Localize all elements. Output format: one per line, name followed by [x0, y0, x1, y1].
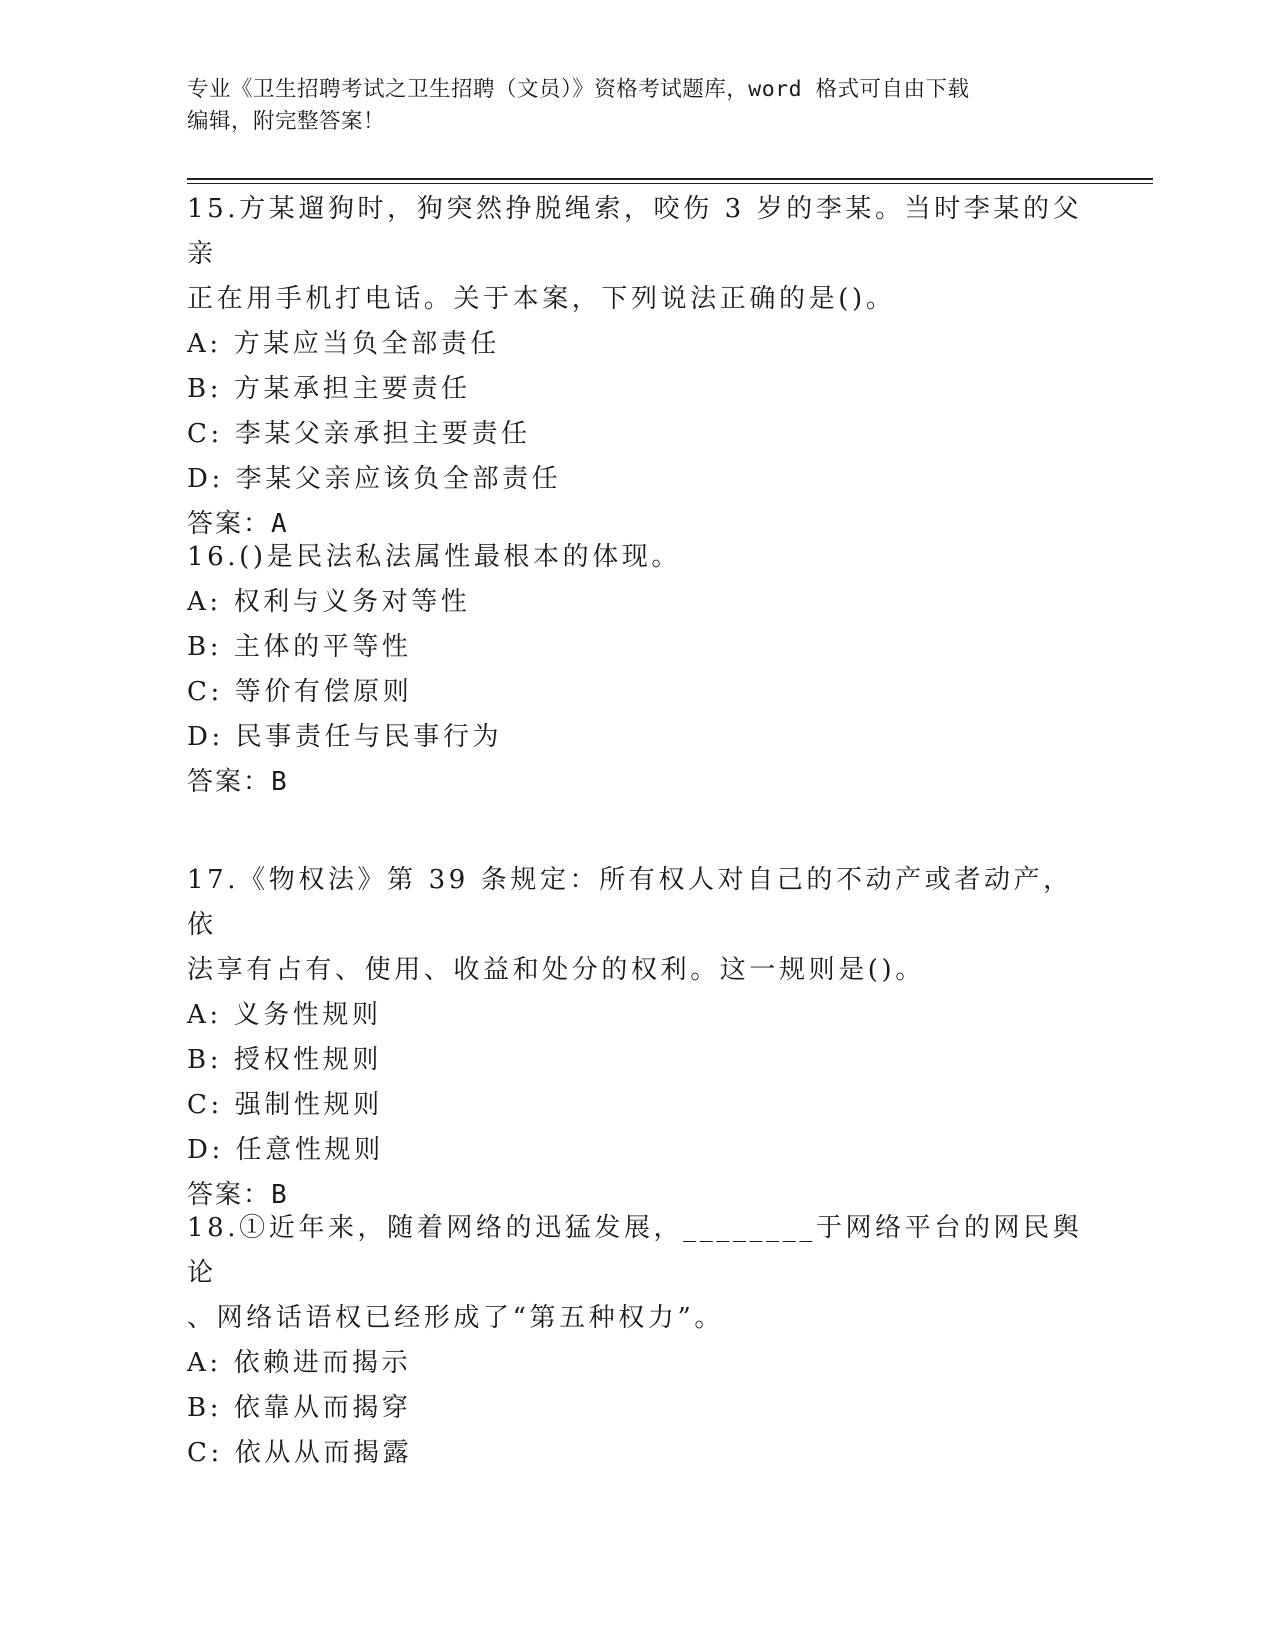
option-d: D: 民事责任与民事行为 [187, 722, 503, 752]
option-a: A: 义务性规则 [187, 1000, 382, 1030]
question-stem-line: 、网络话语权已经形成了“第五种权力”。 [187, 1303, 724, 1333]
answer-value: B [271, 1180, 289, 1210]
option-b: B: 主体的平等性 [187, 632, 412, 662]
question-stem-line: 17.《物权法》第 39 条规定：所有权人对自己的不动产或者动产，依 [187, 865, 1073, 940]
answer-line [187, 760, 1087, 805]
option-b: B: 依靠从而揭穿 [187, 1393, 412, 1423]
option-b: B: 授权性规则 [187, 1045, 382, 1075]
question-17 [187, 858, 1087, 1218]
answer-value: B [271, 767, 289, 797]
option-c: C: 依从从而揭露 [187, 1438, 413, 1468]
question-stem-line: 正在用手机打电话。关于本案，下列说法正确的是()。 [187, 284, 896, 314]
header-line-2: 编辑，附完整答案！ [187, 109, 386, 134]
option-a: A: 方某应当负全部责任 [187, 329, 501, 359]
option-b: B: 方某承担主要责任 [187, 374, 471, 404]
option-a: A: 依赖进而揭示 [187, 1348, 412, 1378]
question-stem-line: 15.方某遛狗时，狗突然挣脱绳索，咬伤 3 岁的李某。当时李某的父亲 [187, 194, 1083, 269]
question-15 [187, 187, 1087, 547]
option-d: D: 任意性规则 [187, 1135, 384, 1165]
question-stem-line: 18.①近年来，随着网络的迅猛发展，________于网络平台的网民舆论 [187, 1213, 1083, 1288]
header-divider-thick [187, 178, 1153, 180]
option-d: D: 李某父亲应该负全部责任 [187, 464, 562, 494]
answer-label: 答案： [187, 1180, 272, 1210]
document-header [187, 74, 1067, 138]
question-18 [187, 1206, 1087, 1476]
question-stem-line: 16.()是民法私法属性最根本的体现。 [187, 542, 682, 572]
header-divider-thin [187, 183, 1153, 184]
option-a: A: 权利与义务对等性 [187, 587, 471, 617]
answer-label: 答案： [187, 509, 272, 539]
option-c: C: 等价有偿原则 [187, 677, 413, 707]
header-line-1: 专业《卫生招聘考试之卫生招聘（文员）》资格考试题库，word 格式可自由下载 [187, 77, 970, 102]
option-c: C: 李某父亲承担主要责任 [187, 419, 531, 449]
answer-value: A [271, 509, 289, 539]
question-16 [187, 535, 1087, 805]
question-stem-line: 法享有占有、使用、收益和处分的权利。这一规则是()。 [187, 955, 925, 985]
answer-label: 答案： [187, 767, 272, 797]
option-c: C: 强制性规则 [187, 1090, 383, 1120]
